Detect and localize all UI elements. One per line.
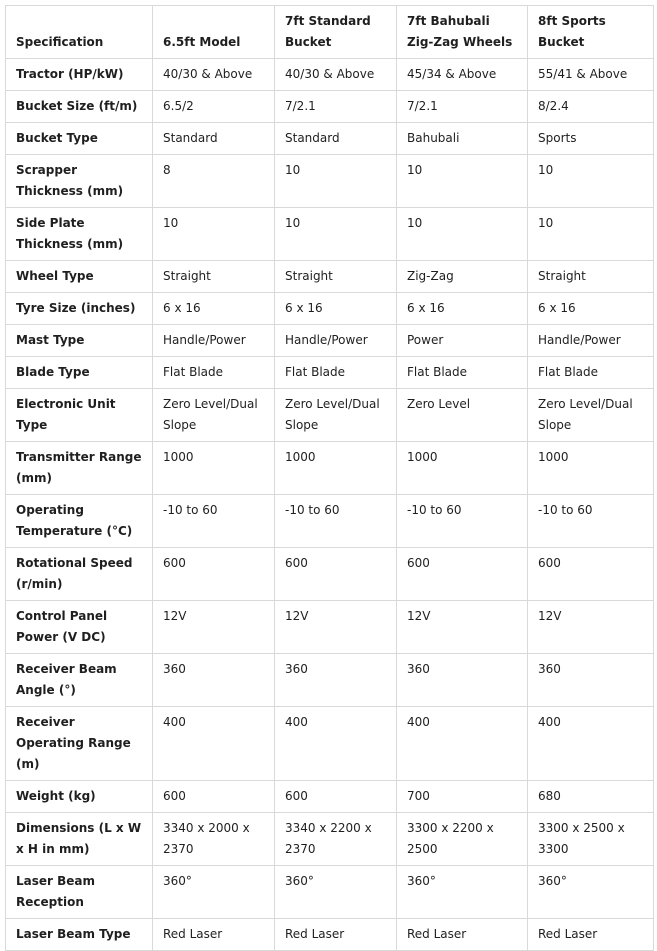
table-row [6,123,654,155]
column-header-7ft-standard-bucket: 7ft Standard Bucket [275,6,397,59]
table-cell: Handle/Power [275,325,397,357]
table-cell: Flat Blade [153,357,275,389]
table-cell: Handle/Power [153,325,275,357]
column-header-6-5ft-model: 6.5ft Model [153,6,275,59]
row-label: Control Panel Power (V DC) [6,601,153,654]
table-cell: 10 [528,208,654,261]
table-cell: 600 [153,548,275,601]
table-cell: -10 to 60 [397,495,528,548]
row-label: Laser Beam Reception [6,866,153,919]
table-cell: Handle/Power [528,325,654,357]
table-cell: Red Laser [275,919,397,951]
table-cell: 360 [153,654,275,707]
table-cell: 700 [397,781,528,813]
table-row [6,155,654,208]
table-cell: 1000 [153,442,275,495]
table-cell: 55/41 & Above [528,59,654,91]
table-cell: Red Laser [397,919,528,951]
table-cell: 600 [275,548,397,601]
table-cell: 1000 [275,442,397,495]
table-cell: 10 [153,208,275,261]
row-label: Tractor (HP/kW) [6,59,153,91]
table-row [6,495,654,548]
table-cell: 360° [528,866,654,919]
table-cell: Straight [275,261,397,293]
table-row [6,919,654,951]
table-cell: 3300 x 2200 x 2500 [397,813,528,866]
table-cell: Zero Level/Dual Slope [153,389,275,442]
table-cell: 600 [528,548,654,601]
table-cell: 12V [275,601,397,654]
table-cell: 600 [397,548,528,601]
table-cell: Zero Level/Dual Slope [528,389,654,442]
row-label: Mast Type [6,325,153,357]
table-cell: 6 x 16 [528,293,654,325]
table-row [6,781,654,813]
table-cell: 10 [528,155,654,208]
table-cell: Red Laser [528,919,654,951]
table-cell: 360 [397,654,528,707]
table-cell: 12V [153,601,275,654]
table-header [6,6,654,59]
row-label: Blade Type [6,357,153,389]
table-cell: 360° [397,866,528,919]
table-cell: 400 [528,707,654,781]
table-cell: 360° [153,866,275,919]
table-cell: Zero Level/Dual Slope [275,389,397,442]
column-header-7ft-bahubali: 7ft Bahubali Zig-Zag Wheels [397,6,528,59]
row-label: Tyre Size (inches) [6,293,153,325]
table-cell: 3340 x 2000 x 2370 [153,813,275,866]
header-row [6,6,654,59]
table-cell: 400 [275,707,397,781]
table-cell: Power [397,325,528,357]
table-cell: 7/2.1 [397,91,528,123]
table-cell: 1000 [528,442,654,495]
table-row [6,813,654,866]
table-cell: Standard [275,123,397,155]
table-cell: 600 [275,781,397,813]
table-cell: Straight [153,261,275,293]
row-label: Weight (kg) [6,781,153,813]
table-row [6,389,654,442]
table-cell: 10 [275,208,397,261]
table-row [6,707,654,781]
table-cell: 8 [153,155,275,208]
table-cell: Flat Blade [275,357,397,389]
table-cell: 8/2.4 [528,91,654,123]
table-cell: Sports [528,123,654,155]
table-row [6,59,654,91]
table-cell: 360° [275,866,397,919]
table-cell: -10 to 60 [528,495,654,548]
row-label: Laser Beam Type [6,919,153,951]
table-row [6,325,654,357]
table-cell: 10 [275,155,397,208]
row-label: Scrapper Thickness (mm) [6,155,153,208]
table-cell: 6 x 16 [153,293,275,325]
table-cell: Red Laser [153,919,275,951]
spec-table-container [5,5,653,951]
table-body [6,59,654,951]
table-cell: -10 to 60 [153,495,275,548]
table-cell: 360 [275,654,397,707]
table-cell: Bahubali [397,123,528,155]
table-cell: 3340 x 2200 x 2370 [275,813,397,866]
table-cell: Zig-Zag [397,261,528,293]
table-cell: 12V [397,601,528,654]
table-cell: 7/2.1 [275,91,397,123]
row-label: Electronic Unit Type [6,389,153,442]
table-cell: Flat Blade [397,357,528,389]
column-header-8ft-sports-bucket: 8ft Sports Bucket [528,6,654,59]
row-label: Dimensions (L x W x H in mm) [6,813,153,866]
table-row [6,91,654,123]
table-cell: 3300 x 2500 x 3300 [528,813,654,866]
table-cell: Flat Blade [528,357,654,389]
table-cell: 6 x 16 [275,293,397,325]
row-label: Wheel Type [6,261,153,293]
table-cell: 10 [397,208,528,261]
table-row [6,866,654,919]
table-cell: Straight [528,261,654,293]
table-cell: 600 [153,781,275,813]
table-cell: 10 [397,155,528,208]
table-row [6,601,654,654]
row-label: Receiver Operating Range (m) [6,707,153,781]
table-cell: 6.5/2 [153,91,275,123]
table-row [6,548,654,601]
row-label: Side Plate Thickness (mm) [6,208,153,261]
table-cell: 6 x 16 [397,293,528,325]
table-cell: 400 [397,707,528,781]
table-row [6,357,654,389]
table-cell: 40/30 & Above [275,59,397,91]
row-label: Bucket Size (ft/m) [6,91,153,123]
table-cell: 360 [528,654,654,707]
table-cell: 680 [528,781,654,813]
table-row [6,654,654,707]
table-row [6,261,654,293]
row-label: Rotational Speed (r/min) [6,548,153,601]
table-cell: Standard [153,123,275,155]
table-row [6,208,654,261]
table-cell: 45/34 & Above [397,59,528,91]
table-cell: -10 to 60 [275,495,397,548]
table-cell: Zero Level [397,389,528,442]
specification-table [5,5,654,951]
row-label: Bucket Type [6,123,153,155]
table-cell: 1000 [397,442,528,495]
column-header-specification: Specification [6,6,153,59]
table-row [6,442,654,495]
row-label: Operating Temperature (°C) [6,495,153,548]
table-cell: 40/30 & Above [153,59,275,91]
table-row [6,293,654,325]
table-cell: 12V [528,601,654,654]
row-label: Transmitter Range (mm) [6,442,153,495]
row-label: Receiver Beam Angle (°) [6,654,153,707]
table-cell: 400 [153,707,275,781]
